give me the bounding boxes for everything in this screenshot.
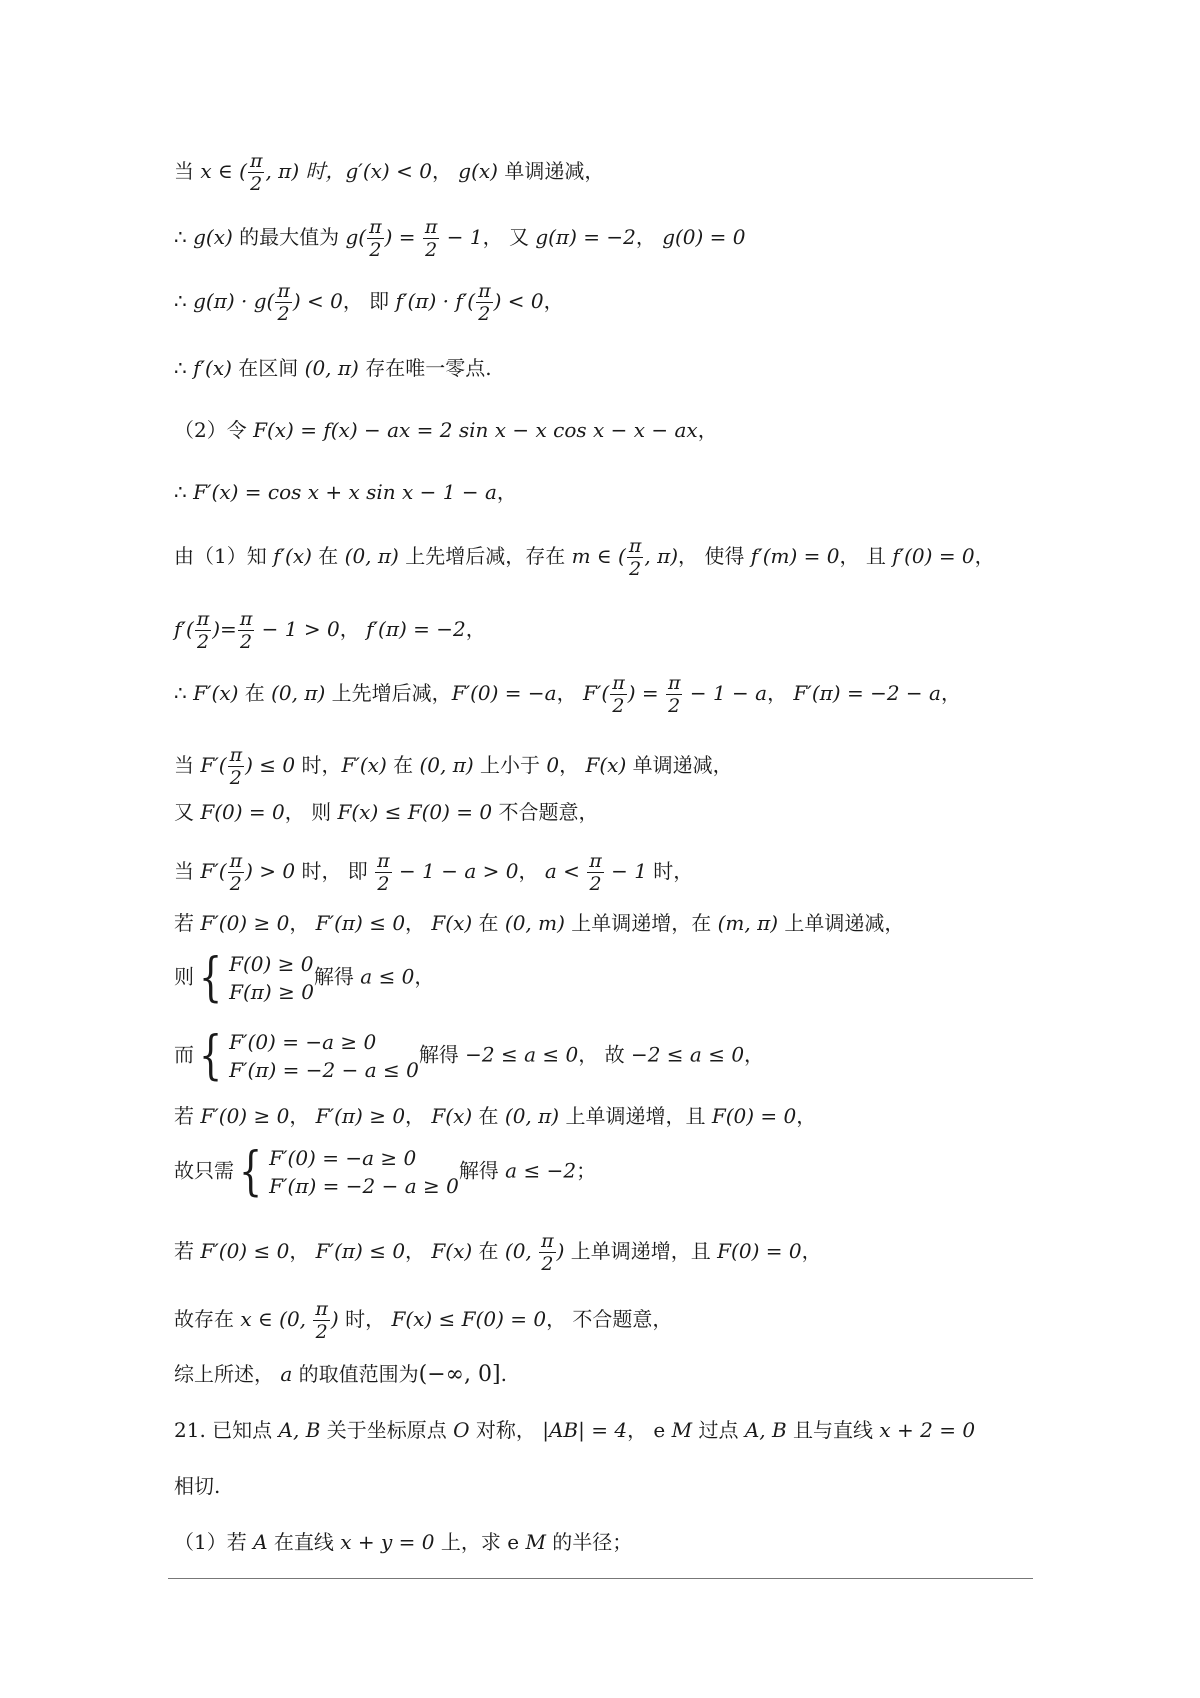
footer-divider <box>168 1578 1033 1579</box>
fraction-pi-over-2: $\frac{\pi}{2}$ <box>229 850 243 895</box>
solution-line-7: 由（1）知 f′(x) 在 (0, π) 上先增后减，存在 m ∈ ( $\frac{\pi}{2}$ , π)， 使得 f′(m) = 0， 且 f′(0) = 0， <box>174 535 995 580</box>
solution-line-2: ∴ g(x) 的最大值为 g( $\frac{\pi}{2}$ ) = $\frac{\pi}{2}$ − 1， 又 g(π) = −2， g(0) = 0 <box>174 216 746 261</box>
fraction-pi-over-2: $\frac{\pi}{2}$ <box>315 1298 328 1343</box>
solution-line-18: 若 F′(0) ≤ 0， F′(π) ≤ 0， F(x) 在 (0, $\frac{\pi}{2}$ ) 上单调递增，且 F(0) = 0， <box>174 1230 822 1275</box>
solution-line-14: 则 { F(0) ≥ 0 F(π) ≥ 0 解得 a ≤ 0， <box>174 948 435 1008</box>
problem-21-part-1: （1）若 A 在直线 x + y = 0 上，求 e M 的半径； <box>174 1530 633 1554</box>
fraction-pi-over-2: $\frac{\pi}{2}$ <box>239 608 253 653</box>
fraction-pi-over-2: $\frac{\pi}{2}$ <box>249 150 263 195</box>
fraction-pi-over-2: $\frac{\pi}{2}$ <box>478 280 491 325</box>
solution-line-3: ∴ g(π) · g( $\frac{\pi}{2}$ ) < 0， 即 f′(π) · f′( $\frac{\pi}{2}$ ) < 0， <box>174 280 564 325</box>
fraction-pi-over-2: $\frac{\pi}{2}$ <box>628 535 642 580</box>
fraction-pi-over-2: $\frac{\pi}{2}$ <box>277 280 290 325</box>
problem-21-continuation: 相切. <box>174 1474 221 1498</box>
solution-line-9: ∴ F′(x) 在 (0, π) 上先增后减，F′(0) = −a， F′( $\frac{\pi}{2}$ ) = $\frac{\pi}{2}$ − 1 − a， F′(π) = −2 − a， <box>174 672 961 717</box>
solution-line-10: 当 F′( $\frac{\pi}{2}$ ) ≤ 0 时，F′(x) 在 (0, π) 上小于 0， F(x) 单调递减， <box>174 744 733 789</box>
fraction-pi-over-2: $\frac{\pi}{2}$ <box>424 216 438 261</box>
solution-line-17: 故只需 { F′(0) = −a ≥ 0 F′(π) = −2 − a ≥ 0 解得 a ≤ −2； <box>174 1142 597 1202</box>
solution-line-13: 若 F′(0) ≥ 0， F′(π) ≤ 0， F(x) 在 (0, m) 上单调递增，在 (m, π) 上单调递减， <box>174 911 905 935</box>
solution-line-4: ∴ f′(x) 在区间 (0, π) 存在唯一零点. <box>174 356 492 380</box>
solution-line-12: 当 F′( $\frac{\pi}{2}$ ) > 0 时， 即 $\frac{\pi}{2}$ − 1 − a > 0， a < $\frac{\pi}{2}$ − 1 时， <box>174 850 694 895</box>
fraction-pi-over-2: $\frac{\pi}{2}$ <box>369 216 382 261</box>
solution-line-15: 而 { F′(0) = −a ≥ 0 F′(π) = −2 − a ≤ 0 解得 −2 ≤ a ≤ 0， 故 −2 ≤ a ≤ 0， <box>174 1026 765 1086</box>
solution-line-19: 故存在 x ∈ (0, $\frac{\pi}{2}$ ) 时， F(x) ≤ F(0) = 0， 不合题意， <box>174 1298 673 1343</box>
equation-system: { F(0) ≥ 0 F(π) ≥ 0 <box>198 948 314 1008</box>
solution-line-20: 综上所述， a 的取值范围为(−∞, 0]. <box>174 1362 507 1387</box>
fraction-pi-over-2: $\frac{\pi}{2}$ <box>229 744 243 789</box>
solution-line-11: 又 F(0) = 0， 则 F(x) ≤ F(0) = 0 不合题意， <box>174 800 599 824</box>
solution-line-1: 当 x ∈ ( $\frac{\pi}{2}$ , π) 时，g′(x) < 0， g(x) 单调递减， <box>174 150 605 195</box>
fraction-pi-over-2: $\frac{\pi}{2}$ <box>541 1230 554 1275</box>
fraction-pi-over-2: $\frac{\pi}{2}$ <box>196 608 210 653</box>
equation-system: { F′(0) = −a ≥ 0 F′(π) = −2 − a ≤ 0 <box>198 1026 419 1086</box>
solution-line-16: 若 F′(0) ≥ 0， F′(π) ≥ 0， F(x) 在 (0, π) 上单调递增，且 F(0) = 0， <box>174 1104 817 1128</box>
fraction-pi-over-2: $\frac{\pi}{2}$ <box>589 850 602 895</box>
problem-21-statement: 21. 已知点 A, B 关于坐标原点 O 对称， |AB| = 4， e M 过点 A, B 且与直线 x + 2 = 0 <box>174 1418 976 1442</box>
fraction-pi-over-2: $\frac{\pi}{2}$ <box>377 850 390 895</box>
solution-line-8: f′( $\frac{\pi}{2}$ )= $\frac{\pi}{2}$ − 1 > 0， f′(π) = −2， <box>174 608 486 653</box>
fraction-pi-over-2: $\frac{\pi}{2}$ <box>612 672 625 717</box>
equation-system: { F′(0) = −a ≥ 0 F′(π) = −2 − a ≥ 0 <box>238 1142 459 1202</box>
fraction-pi-over-2: $\frac{\pi}{2}$ <box>667 672 681 717</box>
solution-line-6: ∴ F′(x) = cos x + x sin x − 1 − a， <box>174 480 517 504</box>
solution-line-5: （2）令 F(x) = f(x) − ax = 2 sin x − x cos x − x − ax， <box>174 418 718 442</box>
